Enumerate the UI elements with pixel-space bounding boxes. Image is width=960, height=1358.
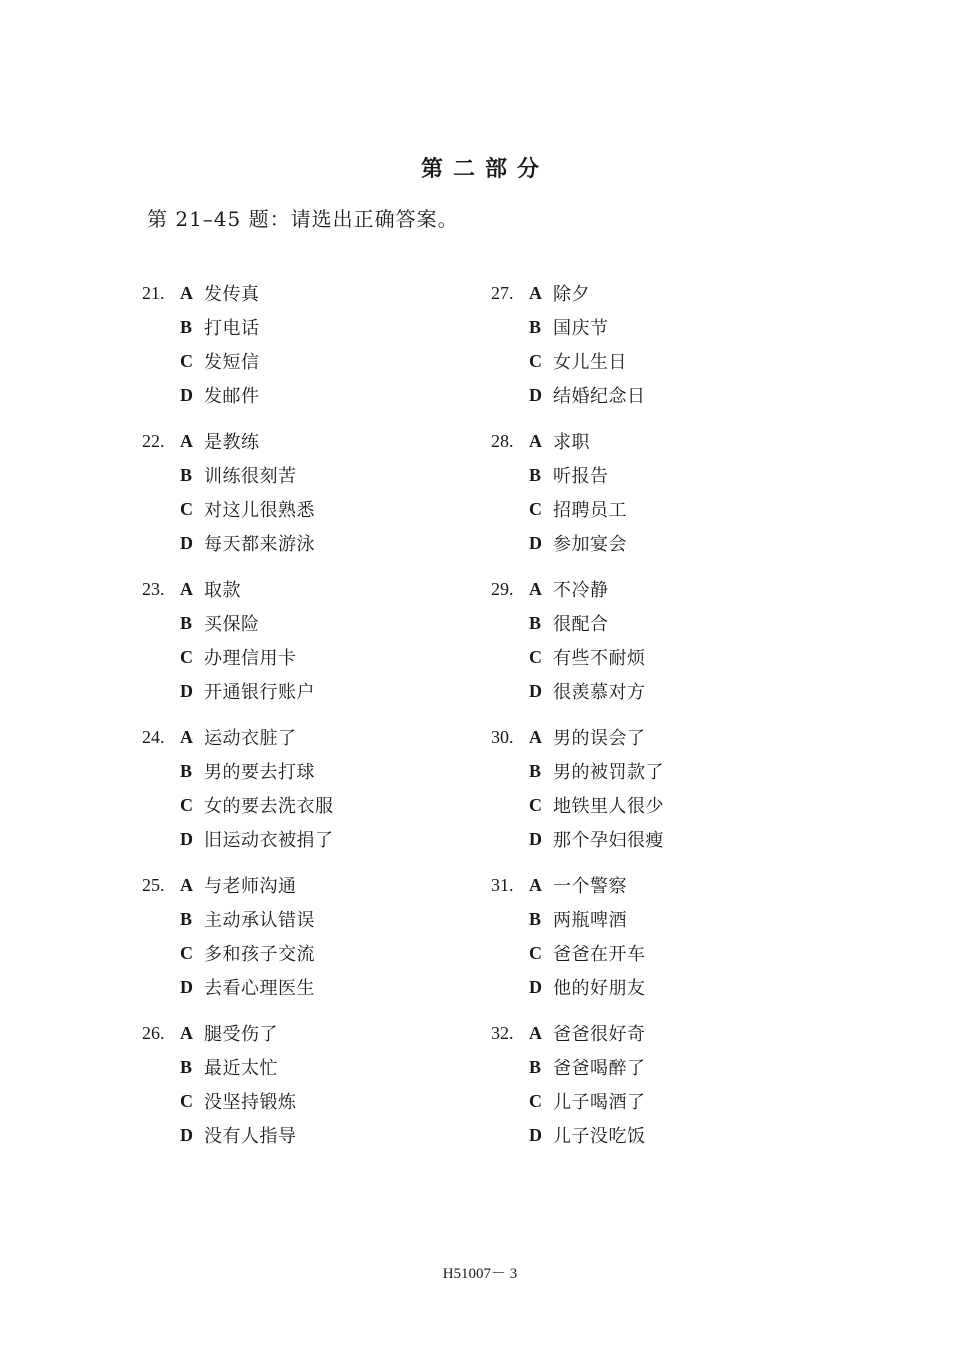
option-letter: D xyxy=(529,1124,542,1145)
option-c xyxy=(491,640,664,674)
option-a xyxy=(142,424,334,458)
option-letter: C xyxy=(529,646,542,667)
option-text: 是教练 xyxy=(204,432,260,453)
option-text: 女儿生日 xyxy=(553,352,627,373)
option-d xyxy=(491,526,664,560)
option-letter: B xyxy=(529,908,542,929)
option-text: 男的被罚款了 xyxy=(553,762,664,783)
option-text: 没有人指导 xyxy=(204,1126,297,1147)
option-text: 两瓶啤酒 xyxy=(553,910,627,931)
option-b xyxy=(491,310,664,344)
option-text: 运动衣脏了 xyxy=(204,728,297,749)
option-letter: D xyxy=(180,1124,193,1145)
option-d xyxy=(491,970,664,1004)
option-letter: A xyxy=(180,726,193,747)
option-letter: B xyxy=(529,760,542,781)
option-text: 不冷静 xyxy=(553,580,609,601)
question-number: 21. xyxy=(142,282,165,303)
question-number: 26. xyxy=(142,1022,165,1043)
option-text: 与老师沟通 xyxy=(204,876,297,897)
option-letter: B xyxy=(180,760,193,781)
option-letter: D xyxy=(529,828,542,849)
option-letter: B xyxy=(180,908,193,929)
option-text: 很羡慕对方 xyxy=(553,682,646,703)
option-a xyxy=(491,720,664,754)
option-b xyxy=(142,902,334,936)
option-b xyxy=(142,458,334,492)
option-text: 结婚纪念日 xyxy=(553,386,646,407)
option-letter: A xyxy=(529,726,542,747)
option-text: 发短信 xyxy=(204,352,260,373)
option-c xyxy=(142,640,334,674)
option-b xyxy=(491,902,664,936)
option-letter: C xyxy=(180,646,193,667)
option-letter: A xyxy=(529,578,542,599)
option-text: 最近太忙 xyxy=(204,1058,278,1079)
option-text: 没坚持锻炼 xyxy=(204,1092,297,1113)
option-text: 爸爸喝醉了 xyxy=(553,1058,646,1079)
option-text: 招聘员工 xyxy=(553,500,627,521)
option-a xyxy=(491,276,664,310)
question-26 xyxy=(142,1016,334,1164)
option-c xyxy=(491,492,664,526)
option-letter: A xyxy=(180,430,193,451)
question-number: 25. xyxy=(142,874,165,895)
option-letter: B xyxy=(180,612,193,633)
option-c xyxy=(142,788,334,822)
option-text: 买保险 xyxy=(204,614,260,635)
option-letter: B xyxy=(529,612,542,633)
option-letter: C xyxy=(529,942,542,963)
option-d xyxy=(142,674,334,708)
option-c xyxy=(491,344,664,378)
question-30 xyxy=(491,720,664,868)
option-b xyxy=(491,606,664,640)
option-letter: C xyxy=(180,794,193,815)
option-a xyxy=(491,572,664,606)
option-text: 训练很刻苦 xyxy=(204,466,297,487)
option-text: 求职 xyxy=(553,432,590,453)
option-letter: B xyxy=(180,464,193,485)
option-text: 参加宴会 xyxy=(553,534,627,555)
option-c xyxy=(491,788,664,822)
option-letter: C xyxy=(180,1090,193,1111)
option-letter: C xyxy=(180,350,193,371)
option-letter: A xyxy=(180,874,193,895)
option-d xyxy=(491,1118,664,1152)
option-letter: D xyxy=(180,828,193,849)
option-c xyxy=(142,1084,334,1118)
instructions: 第 21–45 题：请选出正确答案。 xyxy=(147,207,459,231)
question-28 xyxy=(491,424,664,572)
question-25 xyxy=(142,868,334,1016)
option-letter: B xyxy=(529,464,542,485)
option-letter: D xyxy=(180,384,193,405)
option-letter: C xyxy=(180,942,193,963)
question-number: 23. xyxy=(142,578,165,599)
option-b xyxy=(491,458,664,492)
option-letter: B xyxy=(529,316,542,337)
question-27 xyxy=(491,276,664,424)
option-b xyxy=(142,754,334,788)
option-letter: A xyxy=(180,578,193,599)
question-24 xyxy=(142,720,334,868)
question-number: 31. xyxy=(491,874,514,895)
option-letter: C xyxy=(180,498,193,519)
option-text: 男的要去打球 xyxy=(204,762,315,783)
option-d xyxy=(491,822,664,856)
question-23 xyxy=(142,572,334,720)
option-text: 对这儿很熟悉 xyxy=(204,500,315,521)
option-d xyxy=(142,970,334,1004)
option-letter: C xyxy=(529,794,542,815)
question-number: 29. xyxy=(491,578,514,599)
question-number: 27. xyxy=(491,282,514,303)
option-text: 发邮件 xyxy=(204,386,260,407)
option-text: 主动承认错误 xyxy=(204,910,315,931)
option-text: 多和孩子交流 xyxy=(204,944,315,965)
question-22 xyxy=(142,424,334,572)
option-text: 有些不耐烦 xyxy=(553,648,646,669)
section-title: 第二部分 xyxy=(420,156,549,182)
option-letter: D xyxy=(529,532,542,553)
option-a xyxy=(142,572,334,606)
question-21 xyxy=(142,276,334,424)
option-text: 爸爸很好奇 xyxy=(553,1024,646,1045)
option-letter: D xyxy=(529,384,542,405)
option-text: 很配合 xyxy=(553,614,609,635)
option-text: 国庆节 xyxy=(553,318,609,339)
option-letter: D xyxy=(529,976,542,997)
option-letter: D xyxy=(180,976,193,997)
option-text: 除夕 xyxy=(553,284,590,305)
question-column-left xyxy=(142,276,334,1164)
option-text: 开通银行账户 xyxy=(204,682,315,703)
option-letter: D xyxy=(180,680,193,701)
option-d xyxy=(142,822,334,856)
option-a xyxy=(491,424,664,458)
option-text: 那个孕妇很瘦 xyxy=(553,830,664,851)
option-letter: B xyxy=(180,1056,193,1077)
option-letter: A xyxy=(180,1022,193,1043)
option-a xyxy=(142,276,334,310)
page-footer: H51007－ 3 xyxy=(442,1266,518,1282)
option-b xyxy=(142,1050,334,1084)
option-a xyxy=(142,1016,334,1050)
question-number: 32. xyxy=(491,1022,514,1043)
option-d xyxy=(491,674,664,708)
question-column-right xyxy=(491,276,664,1164)
option-letter: A xyxy=(529,874,542,895)
option-letter: D xyxy=(529,680,542,701)
option-letter: B xyxy=(529,1056,542,1077)
question-31 xyxy=(491,868,664,1016)
option-text: 儿子喝酒了 xyxy=(553,1092,646,1113)
option-d xyxy=(491,378,664,412)
option-text: 打电话 xyxy=(204,318,260,339)
option-letter: A xyxy=(180,282,193,303)
question-number: 28. xyxy=(491,430,514,451)
option-a xyxy=(491,868,664,902)
option-text: 腿受伤了 xyxy=(204,1024,278,1045)
option-letter: D xyxy=(180,532,193,553)
option-c xyxy=(491,936,664,970)
option-b xyxy=(142,606,334,640)
option-text: 他的好朋友 xyxy=(553,978,646,999)
option-letter: C xyxy=(529,498,542,519)
option-text: 一个警察 xyxy=(553,876,627,897)
question-32 xyxy=(491,1016,664,1164)
option-text: 听报告 xyxy=(553,466,609,487)
option-text: 爸爸在开车 xyxy=(553,944,646,965)
question-number: 24. xyxy=(142,726,165,747)
option-letter: A xyxy=(529,1022,542,1043)
option-d xyxy=(142,378,334,412)
option-text: 去看心理医生 xyxy=(204,978,315,999)
option-text: 男的误会了 xyxy=(553,728,646,749)
option-text: 旧运动衣被捐了 xyxy=(204,830,334,851)
option-b xyxy=(142,310,334,344)
option-text: 发传真 xyxy=(204,284,260,305)
question-29 xyxy=(491,572,664,720)
option-text: 每天都来游泳 xyxy=(204,534,315,555)
option-b xyxy=(491,1050,664,1084)
option-a xyxy=(142,868,334,902)
option-c xyxy=(142,344,334,378)
question-number: 22. xyxy=(142,430,165,451)
option-b xyxy=(491,754,664,788)
option-a xyxy=(491,1016,664,1050)
option-d xyxy=(142,1118,334,1152)
option-text: 地铁里人很少 xyxy=(553,796,664,817)
option-letter: A xyxy=(529,430,542,451)
option-text: 儿子没吃饭 xyxy=(553,1126,646,1147)
option-letter: A xyxy=(529,282,542,303)
option-letter: B xyxy=(180,316,193,337)
option-d xyxy=(142,526,334,560)
option-c xyxy=(491,1084,664,1118)
option-letter: C xyxy=(529,350,542,371)
option-c xyxy=(142,492,334,526)
question-number: 30. xyxy=(491,726,514,747)
option-letter: C xyxy=(529,1090,542,1111)
option-c xyxy=(142,936,334,970)
option-text: 女的要去洗衣服 xyxy=(204,796,334,817)
option-text: 办理信用卡 xyxy=(204,648,297,669)
option-text: 取款 xyxy=(204,580,241,601)
option-a xyxy=(142,720,334,754)
